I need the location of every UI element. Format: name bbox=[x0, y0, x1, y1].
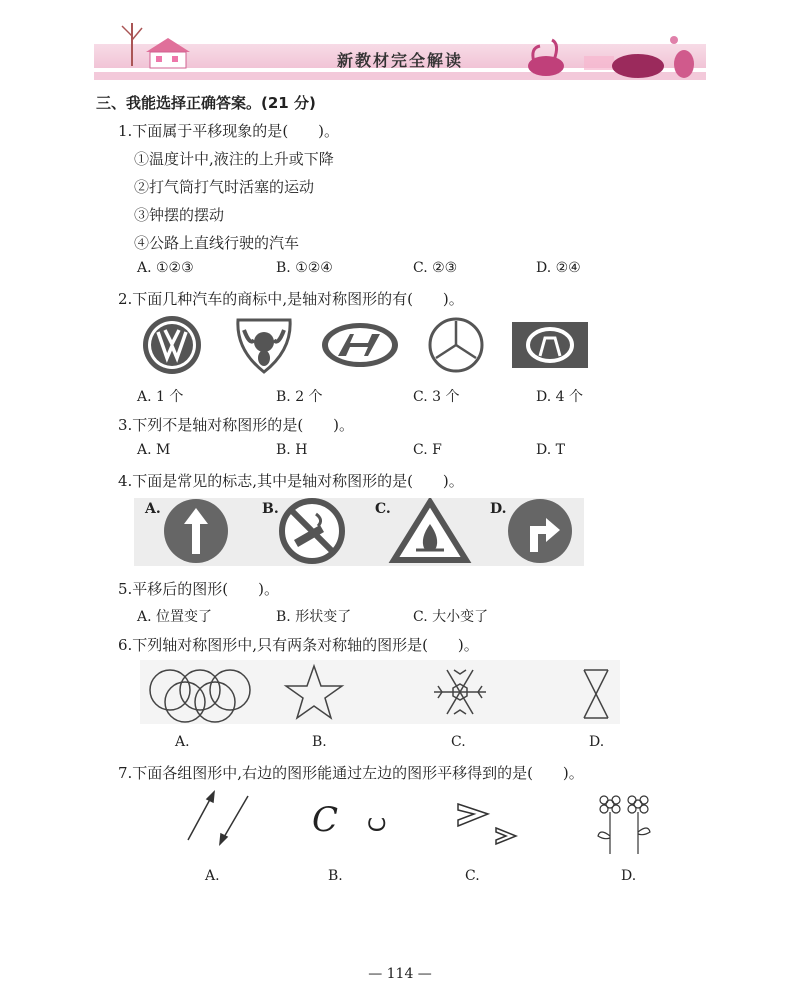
q6-label-d: D. bbox=[589, 734, 605, 750]
q5-option-a: A. 位置变了 bbox=[137, 609, 213, 625]
question-5-stem: 5.平移后的图形( )。 bbox=[118, 580, 280, 598]
q1-item-2: ②打气筒打气时活塞的运动 bbox=[134, 178, 315, 196]
page-header-banner bbox=[94, 18, 706, 82]
chery-logo-icon bbox=[512, 322, 588, 368]
dodge-ram-logo-icon bbox=[238, 320, 290, 372]
q1-item-1: ①温度计中,液注的上升或下降 bbox=[134, 150, 334, 168]
question-2-stem: 2.下面几种汽车的商标中,是轴对称图形的有( )。 bbox=[118, 290, 464, 308]
arrow-up-sign-icon bbox=[164, 499, 228, 563]
flowers-icon bbox=[592, 792, 662, 860]
q2-option-d: D. 4 个 bbox=[536, 389, 583, 405]
q2-option-a: A. 1 个 bbox=[137, 389, 184, 405]
q6-label-c: C. bbox=[451, 734, 466, 750]
no-smoking-sign-icon bbox=[282, 501, 342, 561]
q1-option-b: B. ①②④ bbox=[276, 260, 333, 276]
turn-right-sign-icon bbox=[508, 499, 572, 563]
question-6-stem: 6.下列轴对称图形中,只有两条对称轴的图形是( )。 bbox=[118, 636, 479, 654]
house-tree-illustration-icon bbox=[106, 18, 196, 80]
q3-option-b: B. H bbox=[276, 442, 308, 458]
page-number: — 114 — bbox=[368, 966, 432, 982]
q7-label-d: D. bbox=[621, 868, 637, 884]
fire-warning-sign-icon bbox=[394, 502, 466, 560]
q1-option-d: D. ②④ bbox=[536, 260, 581, 276]
star-icon bbox=[286, 666, 342, 718]
q5-option-c: C. 大小变了 bbox=[413, 609, 489, 625]
q7-label-a: A. bbox=[205, 868, 220, 884]
section-title: 三、我能选择正确答案。(21 分) bbox=[96, 94, 316, 112]
q7-label-c: C. bbox=[465, 868, 480, 884]
question-3-stem: 3.下列不是轴对称图形的是( )。 bbox=[118, 416, 355, 434]
q2-option-b: B. 2 个 bbox=[276, 389, 323, 405]
header-title: 新教材完全解读 bbox=[336, 51, 463, 70]
q3-option-d: D. T bbox=[536, 442, 565, 458]
vw-logo-icon bbox=[143, 316, 201, 374]
q6-label-b: B. bbox=[312, 734, 327, 750]
mercedes-logo-icon bbox=[430, 319, 482, 371]
q4-label-d: D. bbox=[490, 501, 507, 517]
letter-c-left: C bbox=[312, 800, 339, 840]
q5-option-b: B. 形状变了 bbox=[276, 609, 352, 625]
hourglass-icon bbox=[584, 670, 608, 718]
q4-label-a: A. bbox=[145, 501, 161, 517]
question-4-stem: 4.下面是常见的标志,其中是轴对称图形的是( )。 bbox=[118, 472, 464, 490]
car-logos-row bbox=[140, 316, 594, 376]
q3-option-a: A. M bbox=[137, 442, 171, 458]
question-1-stem: 1.下面属于平移现象的是( )。 bbox=[118, 122, 340, 140]
letter-c-rotated: C bbox=[366, 816, 392, 833]
flower-decoration-icon bbox=[524, 26, 704, 80]
symmetric-shapes-row bbox=[140, 660, 620, 724]
snowflake-icon bbox=[434, 670, 486, 714]
q6-label-a: A. bbox=[175, 734, 190, 750]
q3-option-c: C. F bbox=[413, 442, 442, 458]
q7-label-b: B. bbox=[328, 868, 343, 884]
traffic-signs-row bbox=[134, 498, 584, 566]
hyundai-logo-icon bbox=[322, 323, 398, 367]
q1-item-4: ④公路上直线行驶的汽车 bbox=[134, 234, 300, 252]
question-7-stem: 7.下面各组图形中,右边的图形能通过左边的图形平移得到的是( )。 bbox=[118, 764, 584, 782]
q1-item-3: ③钟摆的摆动 bbox=[134, 206, 225, 224]
q4-label-b: B. bbox=[262, 501, 279, 517]
olympic-rings-icon bbox=[150, 670, 250, 722]
parallel-arrows-icon bbox=[180, 786, 380, 856]
q1-option-c: C. ②③ bbox=[413, 260, 458, 276]
q4-label-c: C. bbox=[375, 501, 391, 517]
q1-option-a: A. ①②③ bbox=[137, 260, 194, 276]
chevron-shapes-icon bbox=[452, 800, 532, 850]
q2-option-c: C. 3 个 bbox=[413, 389, 460, 405]
